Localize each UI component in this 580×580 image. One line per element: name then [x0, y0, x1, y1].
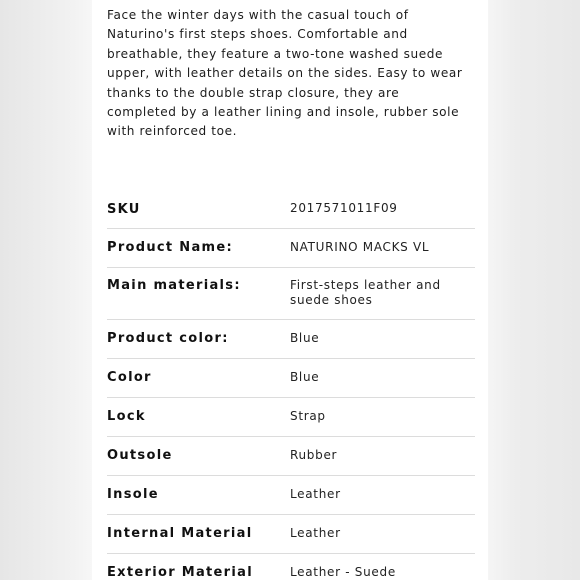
spec-value: Rubber — [290, 448, 338, 462]
spec-label: Lock — [107, 409, 146, 424]
product-specs-table — [107, 190, 475, 580]
spec-row-main-materials — [107, 268, 475, 320]
spec-label: Product Name: — [107, 240, 233, 255]
product-details-panel — [92, 0, 488, 580]
spec-label: Internal Material — [107, 526, 253, 541]
page-background-right — [488, 0, 580, 580]
spec-label: Exterior Material — [107, 565, 253, 580]
spec-label: Insole — [107, 487, 159, 502]
spec-label: Outsole — [107, 448, 173, 463]
spec-label: Color — [107, 370, 152, 385]
spec-value: Blue — [290, 331, 320, 345]
spec-row-color — [107, 359, 475, 398]
spec-value: 2017571011F09 — [290, 201, 398, 215]
spec-value: Strap — [290, 409, 326, 423]
spec-row-outsole — [107, 437, 475, 476]
spec-row-exterior-material — [107, 554, 475, 580]
spec-value: First-steps leather and suede shoes — [290, 278, 441, 307]
spec-row-product-color — [107, 320, 475, 359]
spec-value: NATURINO MACKS VL — [290, 240, 430, 254]
spec-label: Product color: — [107, 331, 229, 346]
spec-row-product-name — [107, 229, 475, 268]
spec-row-insole — [107, 476, 475, 515]
spec-label: Main materials: — [107, 278, 241, 293]
spec-value: Leather - Suede — [290, 565, 396, 579]
spec-value: Leather — [290, 526, 341, 540]
product-description: Face the winter days with the casual touch of Naturino's first steps shoes. Comfortable and breathable, they feature a two-tone washed suede upper, with leather details on the sides. Easy to wear thanks to the double strap closure, they are completed by a leather lining and insole, rubber sole with reinforced toe. — [107, 8, 463, 139]
spec-value: Blue — [290, 370, 320, 384]
spec-row-sku — [107, 190, 475, 229]
spec-value: Leather — [290, 487, 341, 501]
page-background-left — [0, 0, 92, 580]
spec-label: SKU — [107, 202, 141, 217]
spec-row-lock — [107, 398, 475, 437]
spec-row-internal-material — [107, 515, 475, 554]
